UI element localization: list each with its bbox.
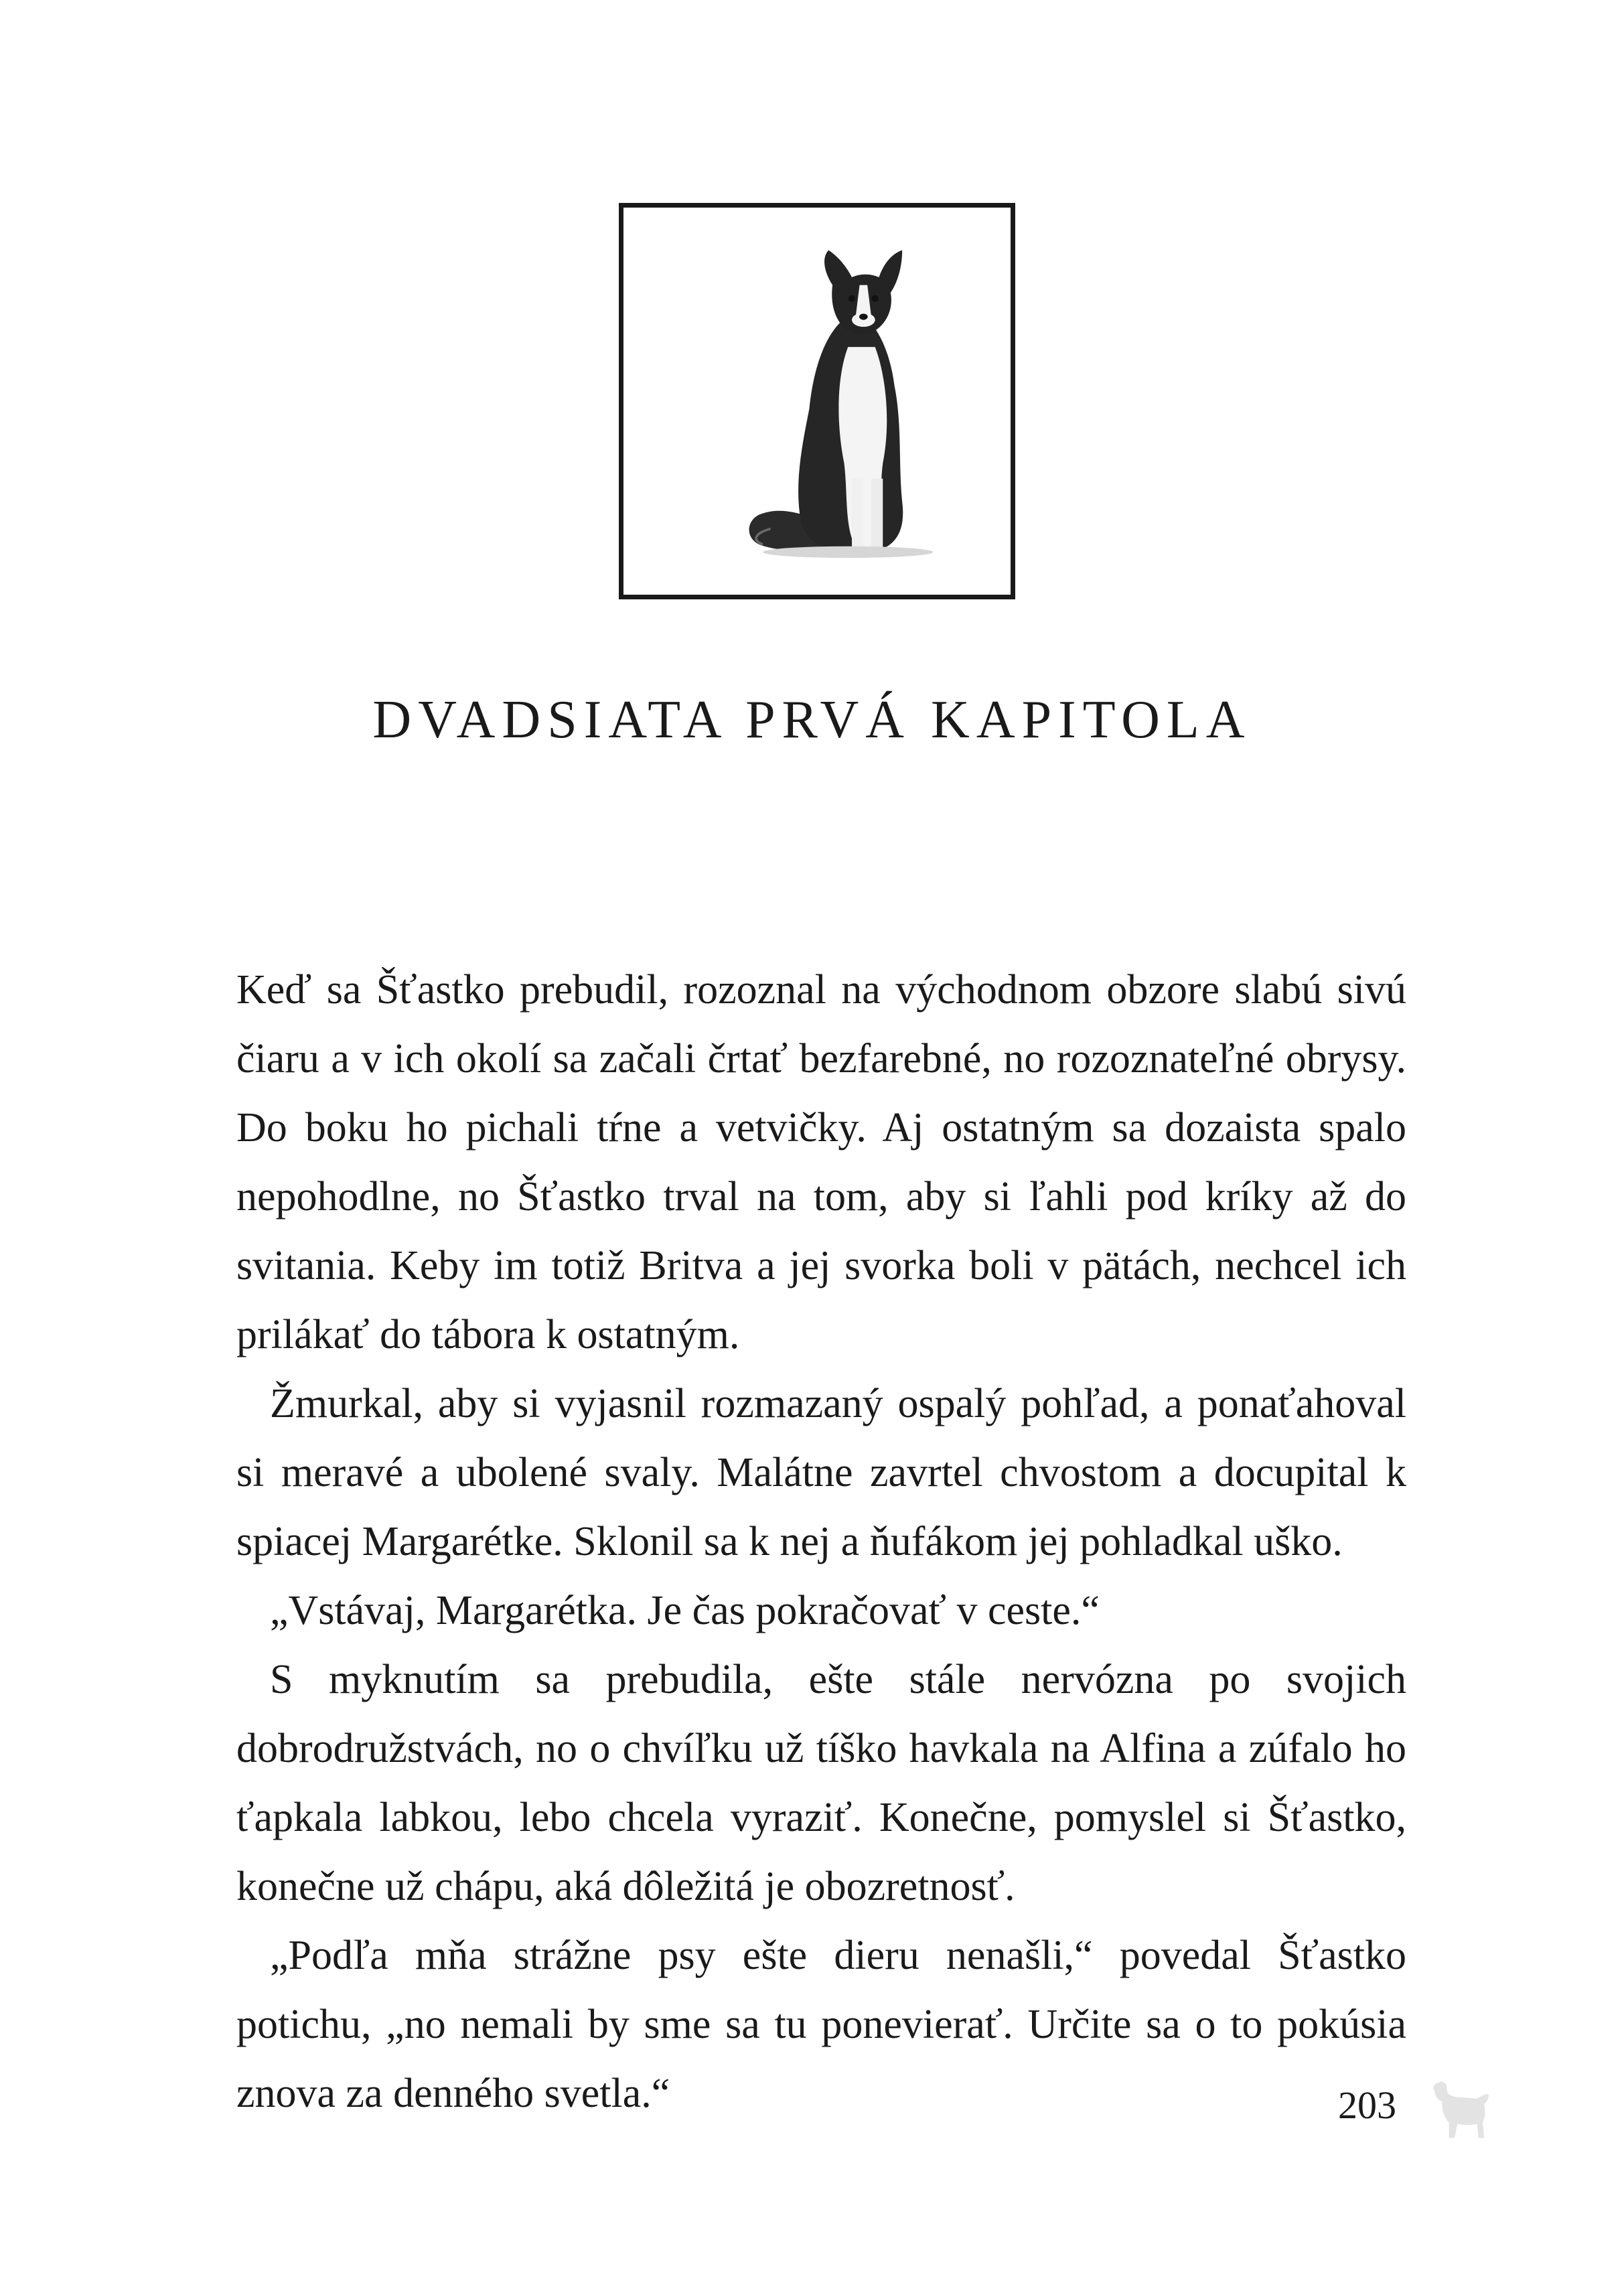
paragraph-5: „Podľa mňa strážne psy ešte dieru nenašli,“ povedal Šťastko potichu, „no nemali by sme sa tu ponevierať. Určite sa o to pokúsia znova za denného svetla.“ (236, 1933, 1406, 2116)
paragraph-4: S myknutím sa prebudila, ešte stále nervózna po svojich dobrodružstvách, no o chvíľku už tíško havkala na Alfina a zúfalo ho ťapkala labkou, lebo chcela vyraziť. Konečne, pomyslel si Šťastko, konečne už chápu, aká dôležitá je obozretnosť. (236, 1657, 1406, 1909)
dog-silhouette-icon (1426, 2076, 1497, 2143)
page-number: 203 (1338, 2083, 1396, 2127)
border-collie-dog-illustration (623, 208, 1011, 595)
paragraph-3: „Vstávaj, Margarétka. Je čas pokračovať v ceste.“ (270, 1588, 1100, 1633)
paragraph-2: Žmurkal, aby si vyjasnil rozmazaný ospalý pohľad, a ponaťahoval si meravé a ubolené svaly. Malátne zavrtel chvostom a docupital k spiacej Margarétke. Sklonil sa k nej a ňufákom jej pohladkal uško. (236, 1381, 1406, 1564)
chapter-illustration (619, 203, 1015, 599)
paragraph-1: Keď sa Šťastko prebudil, rozoznal na východnom obzore slabú sivú čiaru a v ich okolí sa začali črtať bezfarebné, no rozoznateľné obrysy. Do boku ho pichali tŕne a vetvičky. Aj ostatným sa dozaista spalo nepohodlne, no Šťastko trval na tom, aby si ľahli pod kríky až do svitania. Keby im totiž Britva a jej svorka boli v pätách, nechcel ich prilákať do tábora k ostatným. (236, 967, 1406, 1357)
chapter-text (236, 956, 1406, 2128)
chapter-title: DVADSIATA PRVÁ KAPITOLA (372, 690, 1252, 749)
